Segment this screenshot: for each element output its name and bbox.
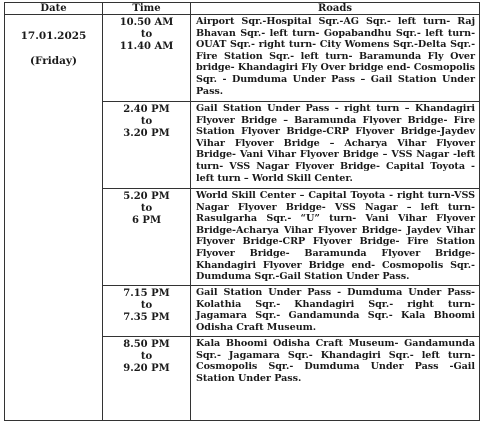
time-end: 6 PM <box>131 215 162 226</box>
table-header-row <box>5 3 480 15</box>
time-separator: to <box>140 300 153 311</box>
time-end: 3.20 PM <box>123 128 170 139</box>
time-cell <box>103 102 191 189</box>
roads-cell: World Skill Center – Capital Toyota - right turn-VSS Nagar Flyover Bridge- VSS Nagar – left turn-Rasulgarha Sqr.- “U” turn- Vani Vihar Flyover Bridge-Acharya Vihar Flyover Bridge- Jaydev Vihar Flyover Bridge-CRP Flyover Bridge- Fire Station Flyover Bridge- Baramunda Flyover Bridge-Khandagiri Flyover Bridge end- Cosmopolis Sqr.- Dumduma Sqr.-Gail Station Under Pass. <box>191 189 480 286</box>
header-roads: Roads <box>191 3 480 15</box>
time-start: 8.50 PM <box>123 339 170 350</box>
time-separator: to <box>140 203 153 214</box>
header-date: Date <box>5 3 103 15</box>
time-cell <box>103 286 191 337</box>
schedule-day: (Friday) <box>30 55 77 67</box>
roads-cell: Gail Station Under Pass - Dumduma Under Pass-Kolathia Sqr.- Khandagiri Sqr.- right turn- Jagamara Sqr.- Gandamunda Sqr.- Kala Bhoomi Odisha Craft Museum. <box>191 286 480 337</box>
time-end: 11.40 AM <box>119 41 174 52</box>
date-cell <box>5 15 103 421</box>
roads-cell: Kala Bhoomi Odisha Craft Museum- Gandamunda Sqr.- Jagamara Sqr.- Khandagiri Sqr.- left turn-Cosmopolis Sqr.- Dumduma Under Pass -Gail Station Under Pass. <box>191 337 480 421</box>
time-end: 7.35 PM <box>123 312 170 323</box>
time-start: 10.50 AM <box>119 17 174 28</box>
time-cell <box>103 337 191 421</box>
header-time: Time <box>103 3 191 15</box>
time-separator: to <box>140 116 153 127</box>
time-end: 9.20 PM <box>123 363 170 374</box>
table-row <box>5 15 480 102</box>
time-separator: to <box>140 29 153 40</box>
time-cell <box>103 189 191 286</box>
roads-cell: Airport Sqr.-Hospital Sqr.-AG Sqr.- left turn- Raj Bhavan Sqr.- left turn- Gopabandhu Sqr.- left turn-OUAT Sqr.- right turn- City Womens Sqr.-Delta Sqr.- Fire Station Sqr.- left turn- Baramunda Fly Over bridge- Khandagiri Fly Over bridge end- Cosmopolis Sqr. - Dumduma Under Pass – Gail Station Under Pass. <box>191 15 480 102</box>
schedule-date: 17.01.2025 <box>20 30 87 42</box>
time-separator: to <box>140 351 153 362</box>
time-start: 2.40 PM <box>123 104 170 115</box>
time-start: 5.20 PM <box>123 191 170 202</box>
roads-cell: Gail Station Under Pass - right turn – Khandagiri Flyover Bridge – Baramunda Flyover Bridge- Fire Station Flyover Bridge-CRP Flyover Bridge-Jaydev Vihar Flyover Bridge – Acharya Vihar Flyover Bridge- Vani Vihar Flyover Bridge – VSS Nagar -left turn- VSS Nagar Flyover Bridge- Capital Toyota - left turn – World Skill Center. <box>191 102 480 189</box>
time-cell <box>103 15 191 102</box>
route-schedule-table <box>4 2 480 421</box>
time-start: 7.15 PM <box>123 288 170 299</box>
